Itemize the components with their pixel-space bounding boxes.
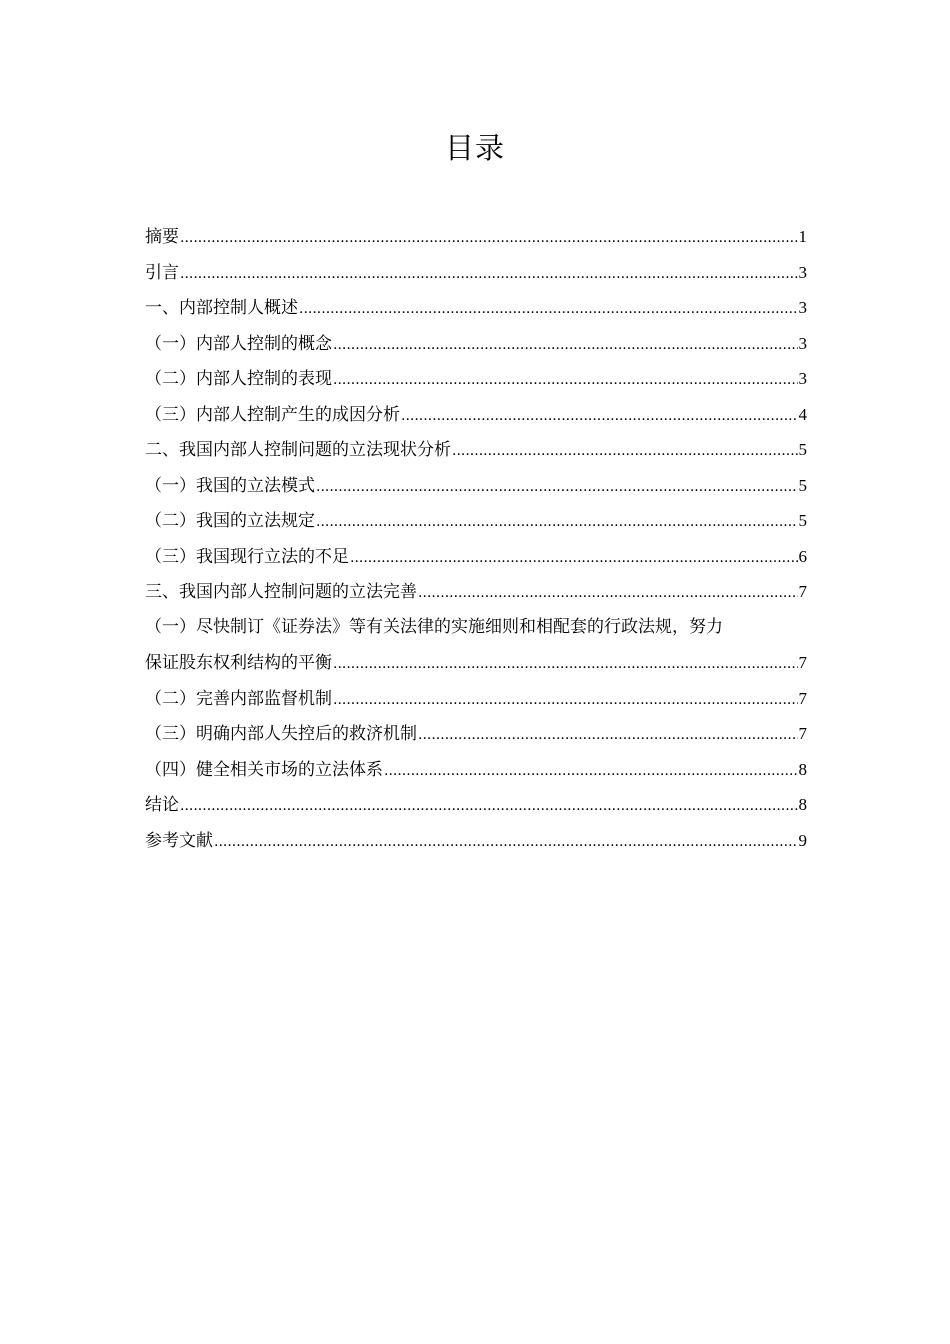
toc-list — [145, 219, 807, 858]
toc-page-number: 6 — [798, 546, 807, 566]
toc-page-number: 1 — [798, 227, 807, 246]
toc-entry-text: （三）内部人控制产生的成因分析 — [145, 404, 400, 425]
toc-entry-text: （二）我国的立法规定 — [145, 511, 315, 531]
toc-page-number: 8 — [798, 759, 807, 779]
toc-entry-section-3-1[interactable] — [145, 610, 807, 681]
toc-leader-dots — [350, 540, 798, 577]
toc-leader-dots — [384, 753, 798, 790]
toc-entry-chapter-3[interactable] — [145, 574, 807, 610]
toc-leader-dots — [333, 327, 798, 364]
toc-leader-dots — [316, 469, 798, 506]
toc-entry-section-2-2[interactable] — [145, 503, 807, 539]
toc-entry-chapter-1[interactable] — [145, 290, 807, 326]
toc-page-number: 3 — [798, 333, 807, 353]
toc-entry-text: 参考文献 — [145, 830, 213, 851]
toc-leader-dots — [418, 575, 798, 612]
toc-page-number: 3 — [798, 298, 807, 317]
toc-entry-text: 一、内部控制人概述 — [145, 298, 298, 318]
toc-entry-text: （二）完善内部监督机制 — [145, 688, 332, 709]
toc-entry-text: （一）我国的立法模式 — [145, 475, 315, 496]
toc-page-number: 4 — [798, 404, 807, 424]
toc-leader-dots — [180, 256, 798, 293]
toc-page-number: 5 — [798, 440, 807, 459]
toc-entry-text-line-2: 保证股东权利结构的平衡 — [145, 653, 332, 673]
toc-leader-dots — [180, 220, 798, 257]
toc-page-number: 8 — [798, 795, 807, 814]
toc-entry-text: 摘要 — [145, 227, 179, 247]
toc-page-number: 7 — [798, 582, 807, 601]
toc-entry-section-1-3[interactable] — [145, 397, 807, 433]
toc-entry-references[interactable] — [145, 823, 807, 859]
toc-page-number: 7 — [798, 688, 807, 708]
toc-page-number: 3 — [798, 369, 807, 388]
toc-entry-section-3-3[interactable] — [145, 716, 807, 752]
toc-entry-text: （四）健全相关市场的立法体系 — [145, 759, 383, 780]
toc-page-number: 5 — [798, 511, 807, 530]
toc-leader-dots — [333, 682, 798, 719]
toc-entry-text: 三、我国内部人控制问题的立法完善 — [145, 582, 417, 602]
toc-entry-introduction[interactable] — [145, 255, 807, 291]
toc-page-number: 3 — [798, 262, 807, 282]
toc-entry-text-line-1: （一）尽快制订《证券法》等有关法律的实施细则和相配套的行政法规，努力 — [145, 616, 723, 637]
toc-entry-text: （三）明确内部人失控后的救济机制 — [145, 724, 417, 744]
toc-page-number: 7 — [798, 724, 807, 743]
toc-leader-dots — [401, 398, 798, 435]
toc-entry-text: 二、我国内部人控制问题的立法现状分析 — [145, 440, 451, 460]
toc-entry-conclusion[interactable] — [145, 787, 807, 823]
toc-entry-section-3-2[interactable] — [145, 681, 807, 717]
toc-page-number: 5 — [798, 475, 807, 495]
toc-entry-section-3-4[interactable] — [145, 752, 807, 788]
toc-entry-section-1-1[interactable] — [145, 326, 807, 362]
toc-entry-text: 引言 — [145, 262, 179, 283]
toc-leader-dots — [452, 433, 798, 470]
toc-entry-section-1-2[interactable] — [145, 361, 807, 397]
toc-entry-text: 结论 — [145, 795, 179, 815]
toc-leader-dots — [180, 788, 798, 825]
toc-entry-text: （二）内部人控制的表现 — [145, 369, 332, 389]
toc-leader-dots — [214, 824, 798, 861]
toc-entry-section-2-1[interactable] — [145, 468, 807, 504]
toc-entry-last-line — [145, 645, 807, 681]
toc-leader-dots — [333, 362, 798, 399]
toc-entry-text: （一）内部人控制的概念 — [145, 333, 332, 354]
toc-entry-abstract[interactable] — [145, 219, 807, 255]
toc-leader-dots — [418, 717, 798, 754]
toc-title: 目录 — [444, 131, 505, 165]
toc-entry-section-2-3[interactable] — [145, 539, 807, 575]
toc-entry-text: （三）我国现行立法的不足 — [145, 546, 349, 567]
toc-page-number: 7 — [798, 653, 807, 672]
toc-leader-dots — [316, 504, 798, 541]
toc-page-number: 9 — [798, 830, 807, 850]
toc-leader-dots — [299, 291, 798, 328]
toc-leader-dots — [333, 646, 798, 683]
toc-entry-chapter-2[interactable] — [145, 432, 807, 468]
